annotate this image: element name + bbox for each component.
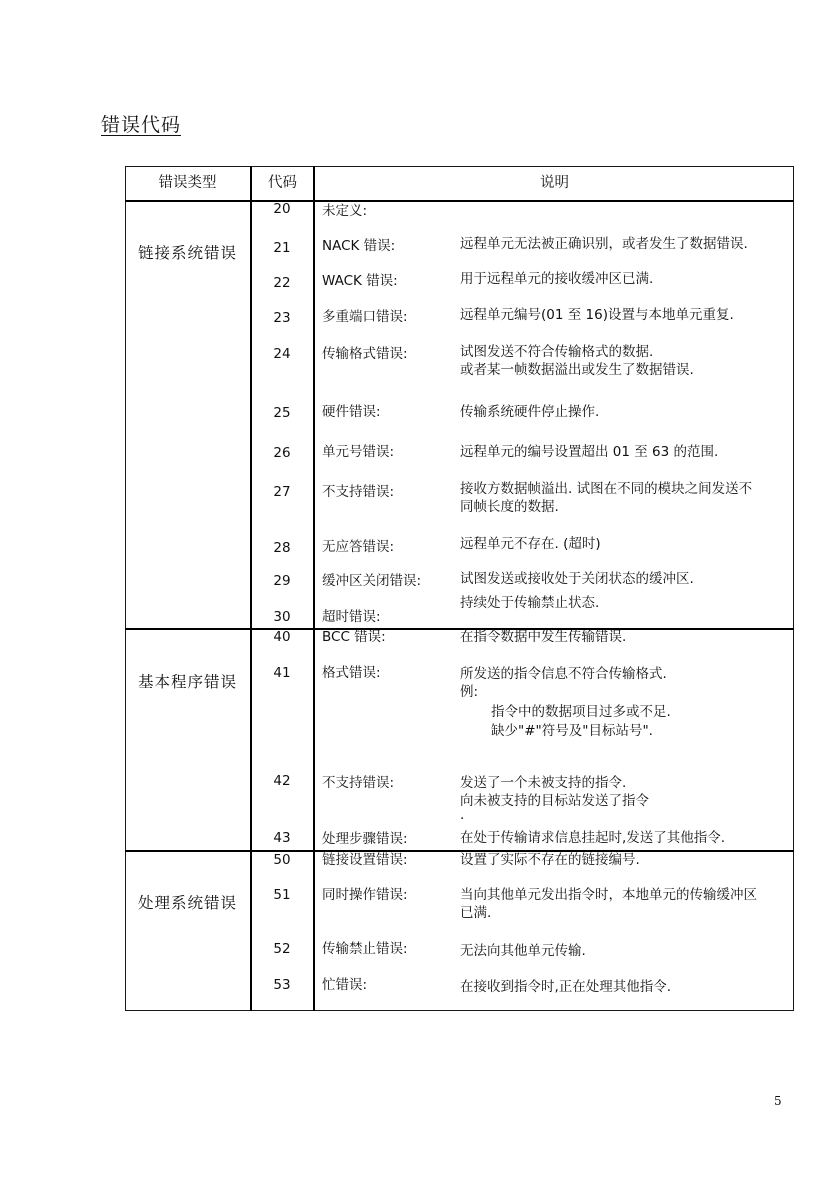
error-code: 52 bbox=[273, 941, 291, 957]
error-desc: 试图发送不符合传输格式的数据. bbox=[460, 344, 654, 360]
error-code: 43 bbox=[273, 830, 291, 846]
error-name: 传输格式错误: bbox=[322, 346, 408, 362]
error-name: 缓冲区关闭错误: bbox=[322, 573, 422, 589]
error-name: 传输禁止错误: bbox=[322, 941, 408, 957]
error-code: 21 bbox=[273, 240, 291, 256]
error-code: 50 bbox=[273, 852, 291, 868]
error-code: 29 bbox=[273, 573, 291, 589]
error-code: 28 bbox=[273, 540, 291, 556]
error-desc: 所发送的指令信息不符合传输格式. bbox=[460, 666, 667, 682]
error-desc: 同帧长度的数据. bbox=[460, 499, 559, 515]
error-name: 链接设置错误: bbox=[322, 852, 408, 868]
error-desc: 远程单元的编号设置超出 01 至 63 的范围. bbox=[460, 444, 719, 460]
error-name: 不支持错误: bbox=[322, 775, 395, 791]
header-type: 错误类型 bbox=[158, 175, 217, 191]
error-desc: 向未被支持的目标站发送了指令 bbox=[460, 793, 649, 809]
error-desc: 无法向其他单元传输. bbox=[460, 943, 586, 959]
error-code: 27 bbox=[273, 484, 291, 500]
group-name: 处理系统错误 bbox=[137, 894, 237, 912]
group-name: 基本程序错误 bbox=[137, 673, 237, 691]
error-name: 硬件错误: bbox=[322, 404, 381, 420]
error-desc: 试图发送或接收处于关闭状态的缓冲区. bbox=[460, 571, 694, 587]
page-number: 5 bbox=[774, 1094, 782, 1108]
error-code: 42 bbox=[273, 773, 291, 789]
error-name: 单元号错误: bbox=[322, 444, 395, 460]
error-code: 25 bbox=[273, 405, 291, 421]
error-desc: 接收方数据帧溢出. 试图在不同的模块之间发送不 bbox=[460, 481, 753, 497]
header-code: 代码 bbox=[268, 175, 297, 191]
error-name: WACK 错误: bbox=[322, 273, 398, 289]
error-code: 53 bbox=[273, 977, 291, 993]
error-code: 41 bbox=[273, 665, 291, 681]
error-code: 23 bbox=[273, 310, 291, 326]
error-name: 处理步骤错误: bbox=[322, 831, 408, 847]
error-name: 不支持错误: bbox=[322, 484, 395, 500]
error-name: 未定义: bbox=[322, 203, 368, 219]
error-code: 30 bbox=[273, 609, 291, 625]
page-title: 错误代码 bbox=[101, 114, 182, 136]
error-name: 忙错误: bbox=[322, 977, 368, 993]
error-example: 缺少"#"符号及"目标站号". bbox=[491, 723, 653, 739]
error-desc: 在处于传输请求信息挂起时,发送了其他指令. bbox=[460, 830, 726, 846]
error-desc: 用于远程单元的接收缓冲区已满. bbox=[460, 271, 654, 287]
error-code: 22 bbox=[273, 275, 291, 291]
error-name: 多重端口错误: bbox=[322, 309, 408, 325]
error-desc: 例: bbox=[460, 684, 479, 700]
error-desc: 在指令数据中发生传输错误. bbox=[460, 629, 627, 645]
error-desc: 远程单元无法被正确识别，或者发生了数据错误. bbox=[460, 236, 748, 252]
error-code: 40 bbox=[273, 629, 291, 645]
error-desc: 持续处于传输禁止状态. bbox=[460, 595, 600, 611]
error-name: 超时错误: bbox=[322, 609, 381, 625]
error-desc: 远程单元编号(01 至 16)设置与本地单元重复. bbox=[460, 307, 734, 323]
error-code: 26 bbox=[273, 445, 291, 461]
group-name: 链接系统错误 bbox=[137, 244, 237, 262]
error-code: 51 bbox=[273, 887, 291, 903]
error-desc: 已满. bbox=[460, 905, 492, 921]
error-name: BCC 错误: bbox=[322, 629, 386, 645]
error-name: 格式错误: bbox=[322, 665, 381, 681]
error-desc: 在接收到指令时,正在处理其他指令. bbox=[460, 979, 672, 995]
error-desc: 远程单元不存在. (超时) bbox=[460, 536, 601, 552]
error-desc: . bbox=[460, 807, 465, 823]
error-desc: 传输系统硬件停止操作. bbox=[460, 404, 600, 420]
error-code: 24 bbox=[273, 346, 291, 362]
error-desc: 当向其他单元发出指令时，本地单元的传输缓冲区 bbox=[460, 887, 757, 903]
header-desc: 说明 bbox=[540, 175, 569, 191]
error-code: 20 bbox=[273, 201, 291, 217]
error-desc: 设置了实际不存在的链接编号. bbox=[460, 852, 640, 868]
error-name: 同时操作错误: bbox=[322, 887, 408, 903]
error-code-table bbox=[125, 166, 794, 1011]
error-name: 无应答错误: bbox=[322, 539, 395, 555]
error-desc: 或者某一帧数据溢出或发生了数据错误. bbox=[460, 362, 694, 378]
error-example: 指令中的数据项目过多或不足. bbox=[491, 704, 671, 720]
error-name: NACK 错误: bbox=[322, 238, 396, 254]
error-desc: 发送了一个未被支持的指令. bbox=[460, 775, 627, 791]
